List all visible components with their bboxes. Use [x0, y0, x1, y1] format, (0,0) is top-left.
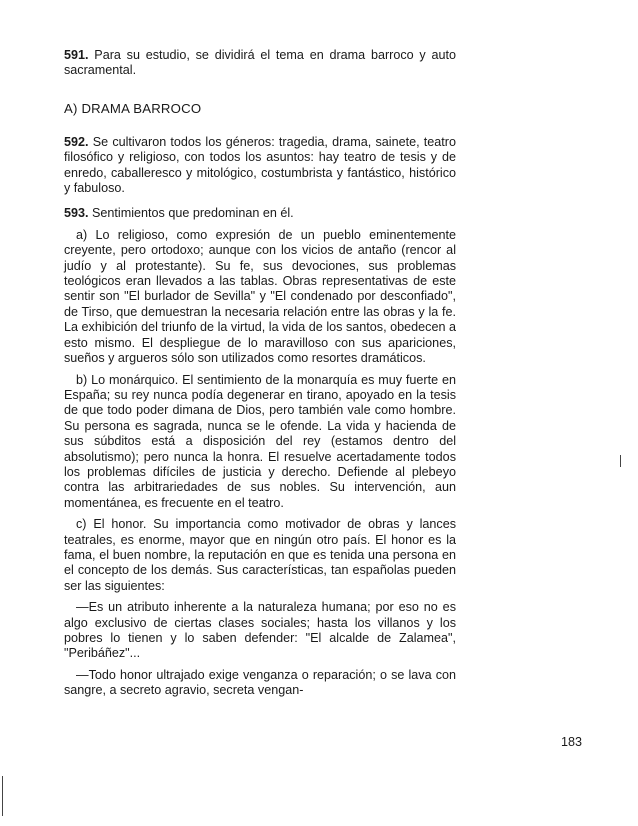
section-text: Para su estudio, se dividirá el tema en drama barroco y auto sacramental. [64, 48, 457, 78]
section-number: 591. [64, 48, 89, 62]
section-number: 593. [64, 206, 89, 221]
paragraph-dash-2: —Todo honor ultrajado exige venganza o reparación; o se lava con sangre, a secreto agravio, secreta vengan- [64, 667, 456, 698]
paragraph-dash-1: —Es un atributo inherente a la naturaleza humana; por eso no es algo exclusivo de ciertas clases sociales; hasta los villanos y los pobres lo tienen y lo saben defender: "El alcalde de Zalamea", "Peribáñez"... [64, 600, 456, 661]
section-591 [64, 48, 456, 79]
section-number: 592. [64, 134, 89, 149]
section-592 [64, 135, 456, 197]
section-heading: A) DRAMA BARROCO [64, 100, 202, 116]
section-text: Sentimientos que predominan en él. [92, 206, 294, 221]
page-body [64, 48, 456, 699]
page-number: 183 [561, 735, 583, 749]
margin-dash-mark [620, 455, 621, 467]
binding-edge-mark [2, 776, 3, 816]
section-text: Se cultivaron todos los géneros: tragedia, drama, sainete, teatro filosófico y religioso, con todos los asuntos: hay teatro de tesis y de enredo, caballeresco y mitológico, costumbrista y fantástico, histórico y fabuloso. [64, 134, 457, 196]
section-593 [64, 206, 456, 221]
paragraph-religioso: a) Lo religioso, como expresión de un pueblo eminentemente creyente, pero ortodoxo; aunque con los vicios de antaño (rencor al judío y al protestante). Su fe, sus devociones, sus problemas teológicos eran llevados a las tablas. Obras representativas de este sentir son "El burlador de Sevilla" y "El condenado por desconfiado", de Tirso, que demuestran la necesaria relación entre las obras y la fe. La exhibición del triunfo de la virtud, la vida de los santos, obedecen a esto mismo. El despliegue de lo maravilloso con sus apariciones, sueños y argueros sólo son utilizados como resortes dramáticos. [64, 227, 456, 366]
paragraph-honor: c) El honor. Su importancia como motivador de obras y lances teatrales, es enorme, mayor que en ningún otro país. El honor es la fama, el buen nombre, la reputación en que es tenida una persona en el concepto de los demás. Sus características, tan españolas pueden ser las siguientes: [64, 517, 456, 593]
paragraph-monarquico: b) Lo monárquico. El sentimiento de la monarquía es muy fuerte en España; su rey nunca podía degenerar en tirano, apoyado en la tesis de que todo poder dimana de Dios, pero también vale como hombre. Su persona es sagrada, nunca se le ofende. La vida y hacienda de sus súbditos está a disposición del rey (estamos dentro del absolutismo); pero nunca la honra. El resuelve acertadamente todos los problemas difíciles de justicia y derecho. Defiende al plebeyo contra las arbitrariedades de sus nobles. Su intervención, aun momentánea, es frecuente en el teatro. [64, 372, 456, 510]
